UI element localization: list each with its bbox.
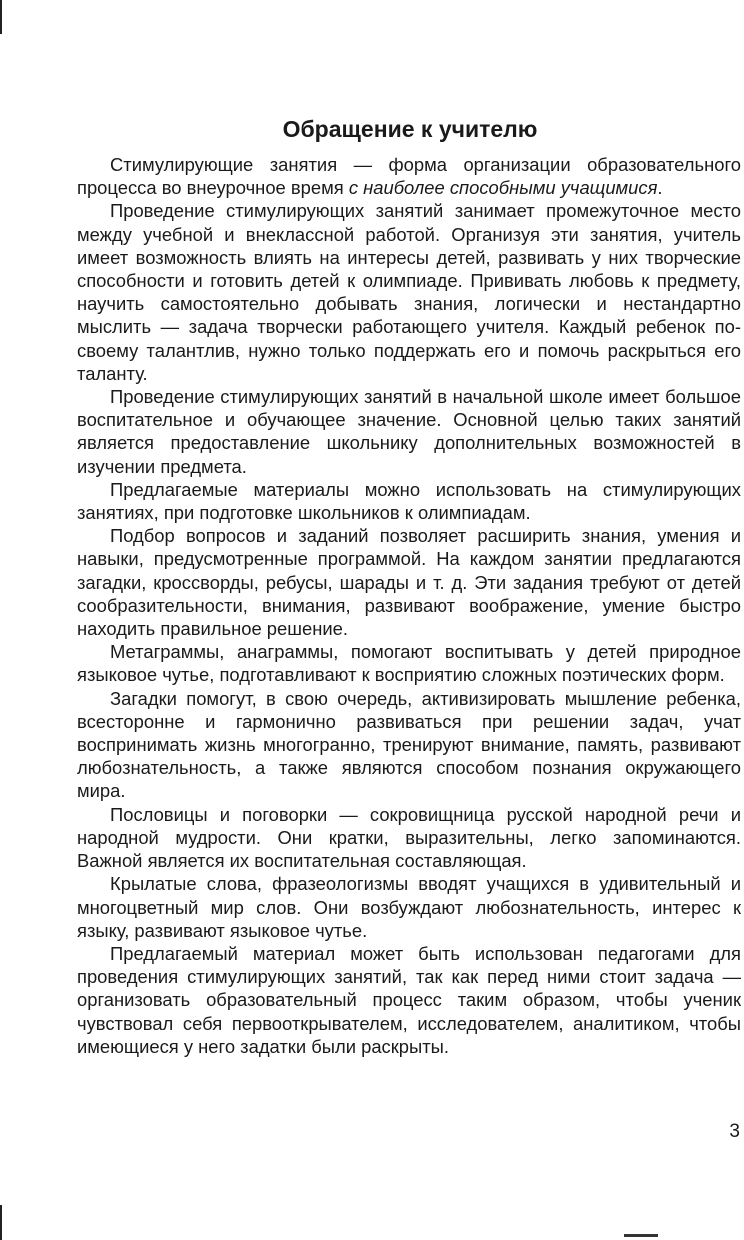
paragraph: Метаграммы, анаграммы, помогают воспитывать у детей природное языковое чутье, подготавливают к восприятию сложных поэтических форм. [77,641,741,686]
page-number: 3 [729,1121,740,1142]
scan-artifact [624,1234,658,1237]
paragraph: Предлагаемый материал может быть использован педагогами для проведения стимулирующих занятий, так как перед ними стоит задача — организовать образовательный процесс таким образом, чтобы ученик чувствовал себя первооткрывателем, исследователем, аналитиком, чтобы имеющиеся у него задатки были раскрыты. [77,942,741,1057]
crop-mark-bottom [0,1205,2,1240]
paragraph: Подбор вопросов и заданий позволяет расширить знания, умения и навыки, предусмотренные программой. На каждом занятии предлагаются загадки, кроссворды, ребусы, шарады и т. д. Эти задания требуют от детей сообразительности, внимания, развивают воображение, умение быстро находить правильное решение. [77,525,741,640]
paragraph: Проведение стимулирующих занятий занимает промежуточное место между учебной и внеклассной работой. Организуя эти занятия, учитель имеет возможность влиять на интересы детей, развивать у них творческие способности и готовить детей к олимпиаде. Прививать любовь к предмету, научить самостоятельно добывать знания, логически и нестандартно мыслить — задача творчески работающего учителя. Каждый ребенок по-своему талантлив, нужно только поддержать его и помочь раскрыться его таланту. [77,200,741,384]
paragraph: Проведение стимулирующих занятий в начальной школе имеет большое воспитательное и обучающее значение. Основной целью таких занятий является предоставление школьнику дополнительных возможностей в изучении предмета. [77,386,741,477]
paragraph: Предлагаемые материалы можно использовать на стимулирующих занятиях, при подготовке школьников к олимпиадам. [77,478,741,524]
paragraph-text: Стимулирующие занятия — форма организации образовательного процесса во внеурочное время [77,154,741,199]
italic-phrase: с наиболее способными учащимися [348,177,658,199]
paragraph: Крылатые слова, фразеологизмы вводят учащихся в удивительный и многоцветный мир слов. Они возбуждают любознательность, интерес к языку, развивают языковое чутье. [77,873,741,941]
paragraph-end: . [657,177,663,199]
crop-mark-top [0,0,2,34]
body-text [77,153,741,1058]
paragraph: Пословицы и поговорки — сокровищница русской народной речи и народной мудрости. Они кратки, выразительны, легко запоминаются. Важной является их воспитательная составляющая. [77,803,741,872]
page-title: Обращение к учителю [282,116,538,142]
paragraph [77,153,741,199]
paragraph: Загадки помогут, в свою очередь, активизировать мышление ребенка, всесторонне и гармонично развиваться при решении задач, учат воспринимать жизнь многогранно, тренируют внимание, память, развивают любознательность, а также являются способом познания окружающего мира. [77,687,741,802]
